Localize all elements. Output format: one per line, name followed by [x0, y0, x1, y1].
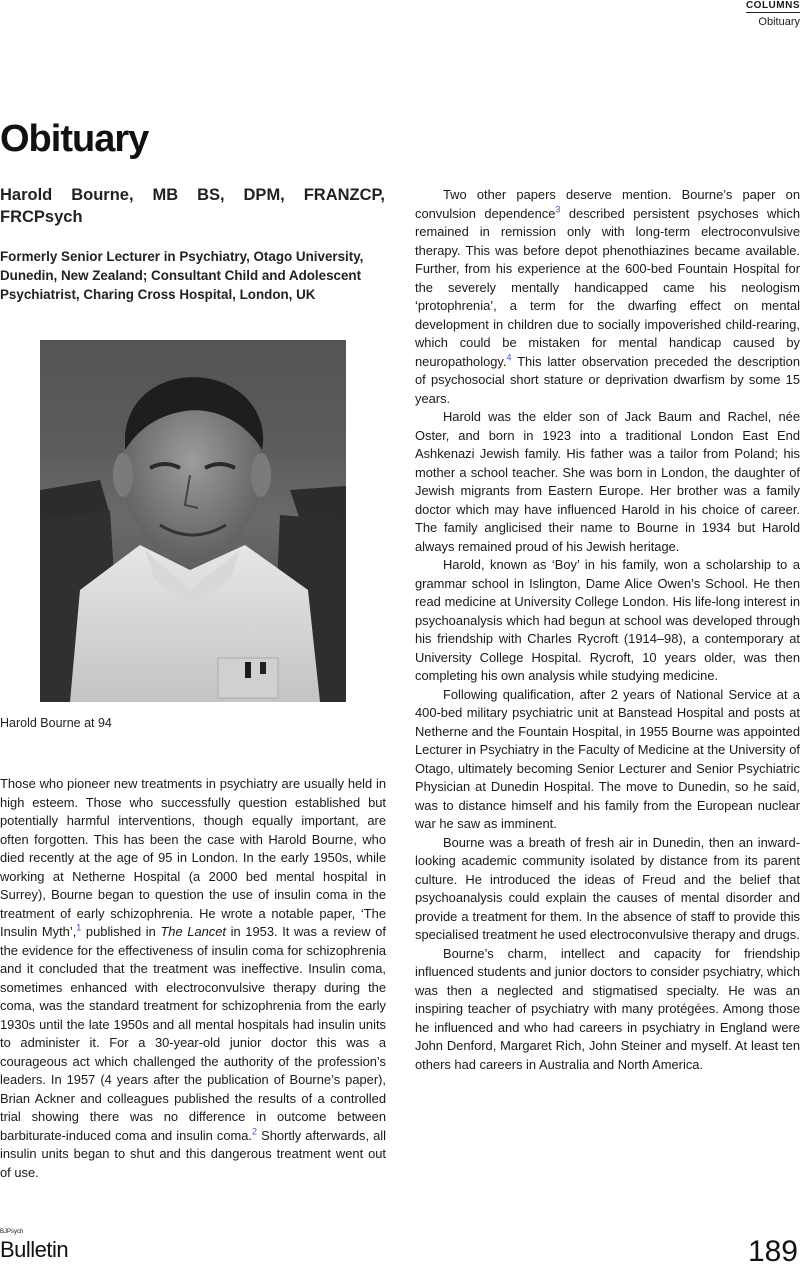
reference-link-2[interactable]: 2	[252, 1126, 258, 1137]
journal-logo-small: BJPsych	[0, 1229, 24, 1235]
paragraph: Those who pioneer new treatments in psychiatry are usually held in high esteem. Those who successfully question established but potentially harmful interventions, though equally important, are often forgotten. This has been the case with Harold Bourne, who died recently at the age of 95 in London. In the early 1950s, while working at Netherne Hospital (a 2000 bed mental hospital in Surrey), Bourne began to question the use of insulin coma in the treatment of early schizophrenia. He wrote a notable paper, ‘The Insulin Myth’,$^1$ published in The Lancet in 1953. It was a review of the evidence for the effectiveness of insulin coma for schizophrenia and it concluded that the treatment was ineffective. Insulin coma, sometimes enhanced with electroconvulsive therapy during the coma, was the standard treatment for schizophrenia from the early 1930s until the late 1950s and all mental hospitals had insulin units to administer it. For a 30-year-old junior doctor this was a courageous act which challenged the authority of the profession’s leaders. In 1957 (4 years after the publication of Bourne’s paper), Brian Ackner and colleagues published the results of a controlled trial showing there was no difference in outcome between barbiturate-induced coma and insulin coma.$^2$ Shortly afterwards, all insulin units began to shut and this dangerous treatment went out of use.	[0, 776, 386, 1180]
reference-link-4[interactable]: 4	[506, 352, 512, 363]
paragraph: Harold was the elder son of Jack Baum and Rachel, née Oster, and born in 1923 into a traditional London East End Ashkenazi Jewish family. His father was a tailor from Poland; his mother a school teacher. She was born in London, the daughter of Jewish migrants from Eastern Europe. Her brother was a family doctor which may have influenced Harold in his choice of career. The family anglicised their name to Bourne in 1934 but Harold always remained proud of his Jewish heritage.	[415, 409, 800, 554]
portrait-illustration	[40, 340, 346, 702]
paragraph: Following qualification, after 2 years of National Service at a 400-bed military psychiatric unit at Banstead Hospital and posts at Netherne and the Fountain Hospital, in 1955 Bourne was appointed Lecturer in Psychiatry in the Faculty of Medicine at the University of Otago, ultimately becoming Senior Lecturer and Senior Psychiatric Physician at Dunedin Hospital. The move to Dunedin, so he said, was to distance himself and his family from the European nuclear war he saw as imminent.	[415, 686, 800, 831]
journal-logo: Bulletin	[0, 1237, 69, 1262]
paragraph: Bourne was a breath of fresh air in Dunedin, then an inward-looking academic community isolated by distance from its parent culture. He introduced the ideas of Freud and the belief that psychoanalysis could explain the causes of mental disorder and provide a treatment for them. In the absence of staff to provide this specialised treatment he used electroconvulsive therapy and drugs.	[415, 834, 800, 942]
obituary-subject-name: Harold Bourne, MB BS, DPM, FRANZCP, FRCPsych	[0, 186, 385, 226]
portrait-photo	[40, 340, 346, 702]
reference-link-3[interactable]: 3	[555, 204, 561, 215]
body-column-left	[0, 775, 386, 1182]
subsection-header: Obituary	[758, 16, 800, 28]
paragraph: Two other papers deserve mention. Bourne’s paper on convulsion dependence$^3$ described persistent psychoses which remained in remission only with long-term electroconvulsive therapy. This was before depot phenothiazines became available. Further, from his experience at the 600-bed Fountain Hospital for the severely mentally handicapped came his neologism ‘protophrenia’, a term for the dwarfing effect on mental development in children due to socially impoverished child-rearing, which could be mistaken for mental handicap caused by neuropathology.$^4$ This latter observation preceded the description of psychosocial short stature or deprivation dwarfism by some 15 years.	[415, 187, 800, 406]
reference-link-1[interactable]: 1	[76, 922, 82, 933]
body-column-right	[415, 186, 800, 1074]
affiliation: Formerly Senior Lecturer in Psychiatry, Otago University, Dunedin, New Zealand; Consultant Child and Adolescent Psychiatrist, Charing Cross Hospital, London, UK	[0, 249, 364, 302]
paragraph: Harold, known as ‘Boy’ in his family, won a scholarship to a grammar school in Islington, Dame Alice Owen’s School. He then read medicine at University College London. His life-long interest in psychoanalysis which had begun at school was developed through his friendship with Charles Rycroft (1914–98), a contemporary at University College Hospital. Rycroft, 10 years older, was then completing his own analysis while studying medicine.	[415, 557, 800, 683]
paragraph: Bourne’s charm, intellect and capacity for friendship influenced students and junior doctors to consider psychiatry, which was then a neglected and stigmatised specialty. He was an inspiring teacher of psychiatry with many protégées. Among those he influenced and who had careers in psychiatry in England were John Denford, Margaret Rich, John Steiner and myself. At least ten others had careers in Australia and North America.	[415, 945, 800, 1072]
section-header: COLUMNS	[745, 0, 800, 11]
page-title: Obituary	[0, 118, 149, 160]
journal-name: The Lancet	[160, 924, 226, 939]
photo-caption: Harold Bourne at 94	[0, 716, 112, 730]
page-number: 189	[747, 1235, 798, 1268]
